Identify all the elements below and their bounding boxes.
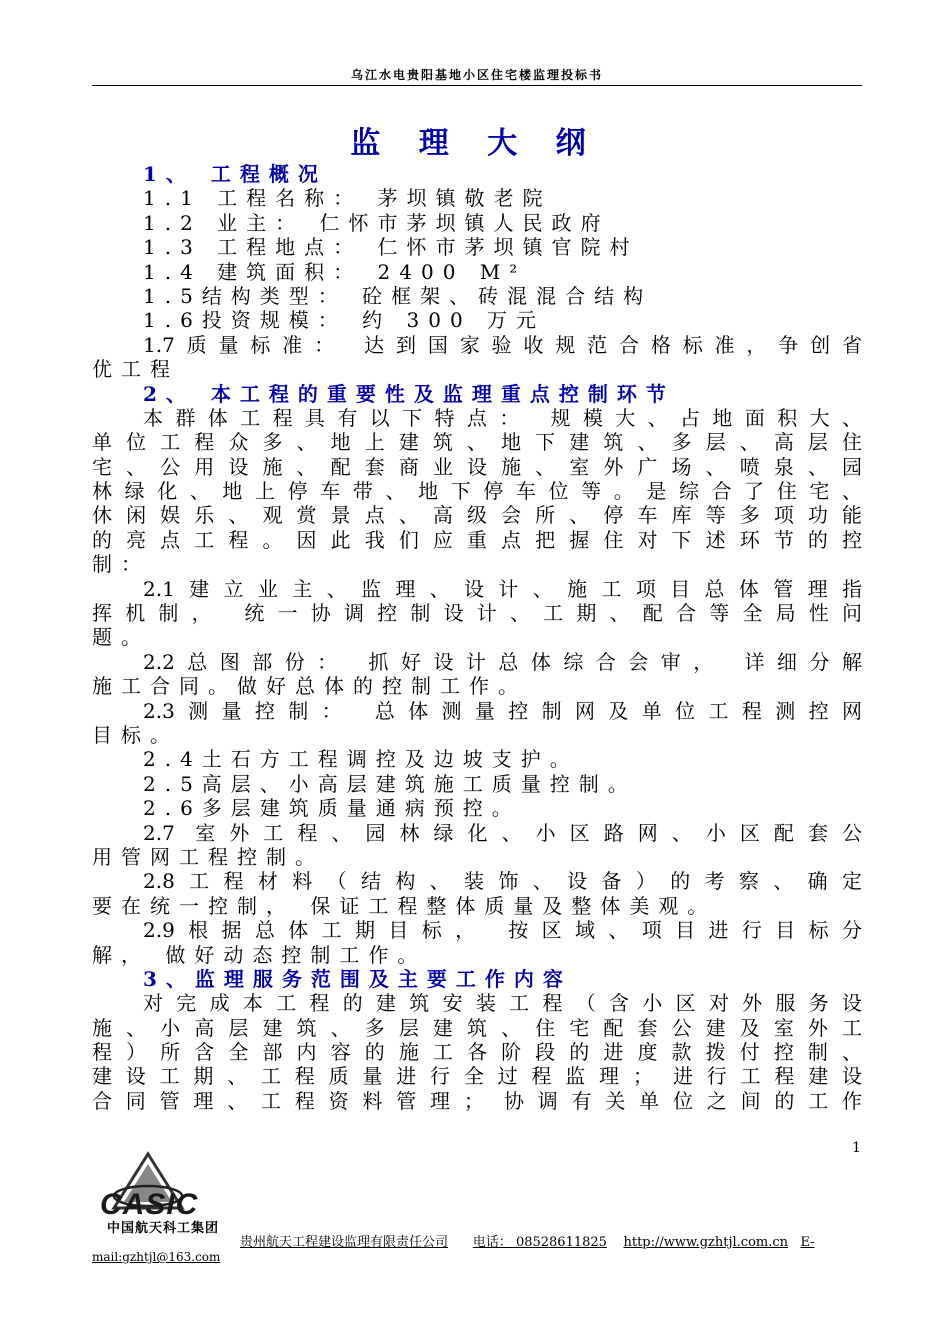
body-line: 2.6多层建筑质量通病预控。 xyxy=(143,796,521,821)
footer-contact xyxy=(240,1231,815,1250)
body-line: 建设工期、工程质量进行全过程监理； 进行工程建设 xyxy=(92,1064,862,1089)
body-line: 解， 做好动态控制工作。 xyxy=(92,942,427,967)
body-line: 2.5高层、小高层建筑施工质量控制。 xyxy=(143,771,637,796)
body-line: 2.2总图部份： 抓好设计总体综合会审， 详细分解 xyxy=(143,649,862,674)
body-line: 2.8工程材料（结构、装饰、设备）的考察、确定 xyxy=(143,869,862,894)
body-line: 1.7质量标准： 达到国家验收规范合格标准，争创省 xyxy=(143,332,862,357)
body-line: 1.5结构类型： 砼框架、砖混混合结构 xyxy=(143,283,653,308)
header-rule xyxy=(92,85,862,86)
body-line: 用管网工程控制。 xyxy=(92,844,324,869)
body-line: 施工合同。做好总体的控制工作。 xyxy=(92,674,527,699)
body-line: 宅、公用设施、配套商业设施、室外广场、喷泉、园 xyxy=(92,454,862,479)
body-line: 2.9根据总体工期目标， 按区域、项目进行目标分 xyxy=(143,918,862,943)
body-line: 题。 xyxy=(92,625,150,650)
body-line: 1.2 业主： 仁怀市茅坝镇人民政府 xyxy=(143,210,610,235)
body-line: 目标。 xyxy=(92,722,179,747)
page-title: 监 理 大 纲 xyxy=(350,126,600,161)
section-heading: 3、监理服务范围及主要工作内容 xyxy=(143,966,572,991)
footer-phone: 电话： 08528611825 xyxy=(472,1235,607,1250)
document-header: 乌江水电贵阳基地小区住宅楼监理投标书 xyxy=(350,68,603,82)
svg-text:CASIC: CASIC xyxy=(100,1188,199,1221)
logo-caption: 中国航天科工集团 xyxy=(106,1221,219,1236)
body-line: 本群体工程具有以下特点： 规模大、占地面积大、 xyxy=(143,405,862,430)
body-line: 的亮点工程。因此我们应重点把握住对下述环节的控 xyxy=(92,527,862,552)
footer-email-prefix: E- xyxy=(800,1235,815,1250)
body-line: 休闲娱乐、观赏景点、高级会所、停车库等多项功能 xyxy=(92,503,862,528)
body-line: 挥机制， 统一协调控制设计、工期、配合等全局性问 xyxy=(92,601,862,626)
section-heading: 2、 本工程的重要性及监理重点控制环节 xyxy=(143,381,675,406)
section-heading: 1、 工程概况 xyxy=(143,162,327,186)
body-line: 对完成本工程的建筑安装工程（含小区对外服务设 xyxy=(143,991,862,1016)
footer-url[interactable]: http://www.gzhtjl.com.cn xyxy=(623,1235,789,1250)
body-line: 程）所含全部内容的施工各阶段的进度款拨付控制、 xyxy=(92,1040,862,1065)
footer-company: 贵州航天工程建设监理有限责任公司 xyxy=(240,1235,449,1250)
body-line: 要在统一控制， 保证工程整体质量及整体美观。 xyxy=(92,893,717,918)
body-line: 2.7 室外工程、园林绿化、小区路网、小区配套公 xyxy=(143,820,862,845)
body-line: 2.3测量控制： 总体测量控制网及单位工程测控网 xyxy=(143,698,862,723)
page-number: 1 xyxy=(852,1140,861,1156)
footer-email[interactable]: mail:gzhtjl@163.com xyxy=(92,1250,221,1264)
body-line: 优工程 xyxy=(92,357,179,382)
body-line: 1.6投资规模： 约 300 万元 xyxy=(143,308,546,333)
body-line: 林绿化、地上停车带、地下停车位等。是综合了住宅、 xyxy=(92,479,862,504)
body-line: 1.1 工程名称： 茅坝镇敬老院 xyxy=(143,186,552,211)
body-line: 施、小高层建筑、多层建筑、住宅配套公建及室外工 xyxy=(92,1015,862,1040)
body-line: 2.4土石方工程调控及边坡支护。 xyxy=(143,747,579,772)
body-line: 合同管理、工程资料管理； 协调有关单位之间的工作 xyxy=(92,1088,862,1113)
body-line: 制： xyxy=(92,552,150,577)
body-line: 1.4 建筑面积： 2400 M² xyxy=(143,259,527,284)
body-line: 单位工程众多、地上建筑、地下建筑、多层、高层住 xyxy=(92,430,862,455)
document-body xyxy=(92,162,862,1113)
body-line: 1.3 工程地点： 仁怀市茅坝镇官院村 xyxy=(143,235,639,260)
body-line: 2.1建立业主、监理、设计、施工项目总体管理指 xyxy=(143,576,862,601)
